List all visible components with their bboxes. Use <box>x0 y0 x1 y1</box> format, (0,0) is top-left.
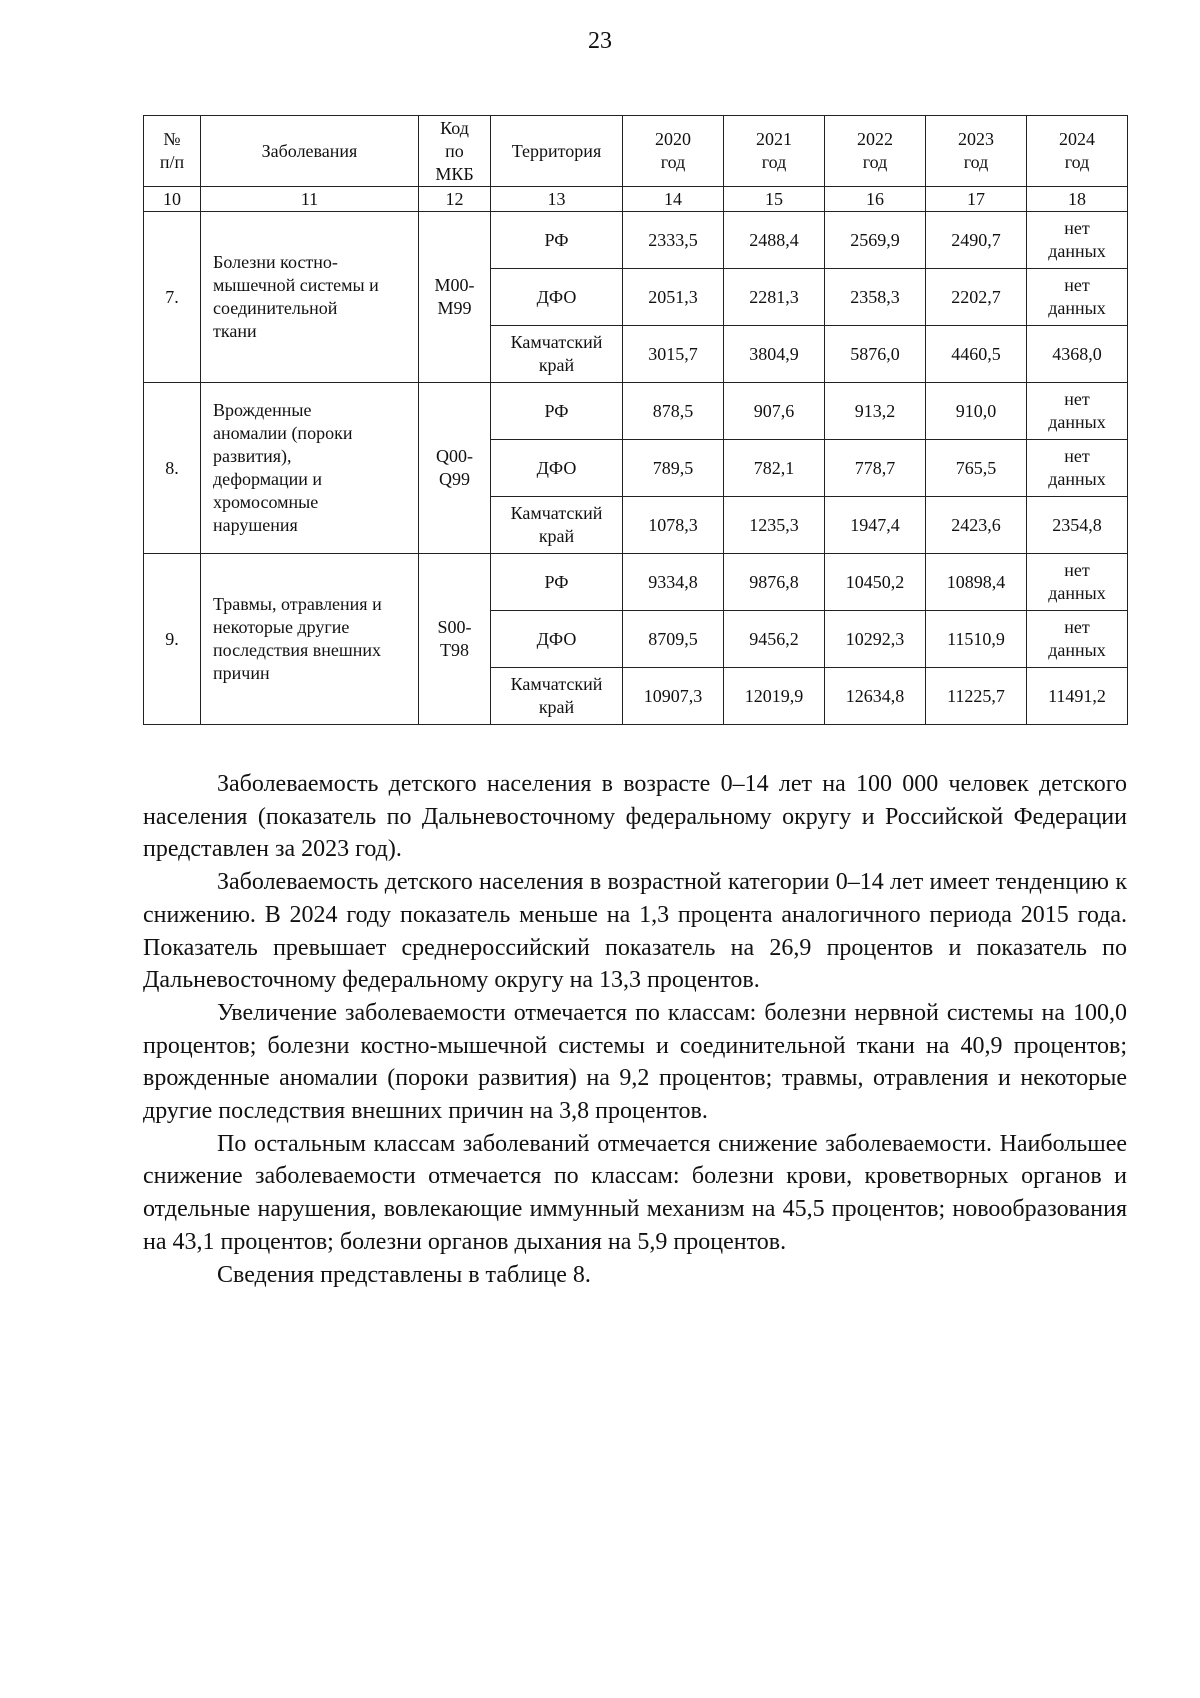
cell-text-line: 1235,3 <box>749 514 799 535</box>
cell-text-line: 5876,0 <box>850 343 900 364</box>
paragraph: Увеличение заболеваемости отмечается по классам: болезни нервной системы на 100,0 процентов; болезни костно-мышечной системы и соединительной ткани на 40,9 процентов; врожденные аномалии (пороки развития) на 9,2 процентов; травмы, отравления и некоторые другие последствия внешних причин на 3,8 процентов. <box>143 999 1127 1125</box>
cell-text-line: 8709,5 <box>648 628 698 649</box>
value-cell <box>1027 497 1128 554</box>
value-cell <box>825 383 926 440</box>
cell-text-line: 2333,5 <box>648 229 698 250</box>
cell-text-line: 2488,4 <box>749 229 799 250</box>
header-cell <box>825 116 926 187</box>
header-cell <box>1027 116 1128 187</box>
table-row <box>144 383 1128 440</box>
cell-text-line: Травмы, отравления и <box>213 594 382 614</box>
cell-text-line: Камчатский <box>510 674 603 694</box>
cell-text-line: 789,5 <box>652 457 694 478</box>
cell-text-line: данных <box>1048 640 1106 660</box>
value-cell <box>724 668 825 725</box>
cell-text-line: соединительной <box>213 298 338 318</box>
cell-text-line: некоторые другие <box>213 617 350 637</box>
value-cell <box>724 440 825 497</box>
value-cell <box>623 269 724 326</box>
cell-text-line: 2021 <box>756 129 792 149</box>
cell-text-line: 3804,9 <box>749 343 799 364</box>
territory-cell <box>491 269 623 326</box>
column-number-cell: 12 <box>419 187 491 212</box>
value-cell <box>1027 440 1128 497</box>
value-cell <box>724 326 825 383</box>
cell-text-line: 910,0 <box>955 400 997 421</box>
cell-text-line: ДФО <box>536 286 577 307</box>
value-cell <box>825 212 926 269</box>
territory-cell <box>491 383 623 440</box>
cell-text-line: 1947,4 <box>850 514 900 535</box>
cell-text-line: 3015,7 <box>648 343 698 364</box>
table-row <box>144 212 1128 269</box>
cell-text-line: данных <box>1048 583 1106 603</box>
cell-text-line: Заболевания <box>261 140 358 161</box>
cell-text-line: ДФО <box>536 628 577 649</box>
cell-text-line: 2354,8 <box>1052 514 1102 535</box>
value-cell <box>926 383 1027 440</box>
cell-text-line: 2202,7 <box>951 286 1001 307</box>
cell-text-line: 11510,9 <box>947 628 1005 649</box>
cell-text-line: S00- <box>437 617 472 637</box>
value-cell <box>623 497 724 554</box>
value-cell <box>825 611 926 668</box>
value-cell <box>926 497 1027 554</box>
table-header-row <box>144 116 1128 187</box>
cell-text-line: М99 <box>437 298 472 318</box>
territory-cell <box>491 611 623 668</box>
cell-text-line: нет <box>1064 275 1090 295</box>
row-number-cell: 7. <box>144 212 201 383</box>
cell-text-line: МКБ <box>435 163 474 184</box>
value-cell <box>926 212 1027 269</box>
paragraph: Сведения представлены в таблице 8. <box>217 1261 591 1288</box>
cell-text-line: 9876,8 <box>749 571 799 592</box>
cell-text-line: 10898,4 <box>946 571 1006 592</box>
row-number-cell: 8. <box>144 383 201 554</box>
cell-text-line: нет <box>1064 218 1090 238</box>
column-number-cell: 17 <box>926 187 1027 212</box>
value-cell <box>926 269 1027 326</box>
value-cell <box>724 269 825 326</box>
value-cell <box>825 668 926 725</box>
cell-text-line: развития), <box>213 446 292 466</box>
value-cell <box>825 269 926 326</box>
cell-text-line: Врожденные <box>213 400 312 420</box>
cell-text-line: Код <box>440 117 469 138</box>
cell-text-line: п/п <box>159 152 185 172</box>
cell-text-line: 765,5 <box>955 457 997 478</box>
cell-text-line: деформации и <box>213 469 323 489</box>
cell-text-line: последствия внешних <box>213 640 381 660</box>
column-number-cell: 15 <box>724 187 825 212</box>
value-cell <box>1027 269 1128 326</box>
paragraph: По остальным классам заболеваний отмечается снижение заболеваемости. Наибольшее снижение заболеваемости отмечается по классам: болезни крови, кроветворных органов и отдельные нарушения, вовлекающие иммунный механизм на 45,5 процентов; новообразования на 43,1 процентов; болезни органов дыхания на 5,9 процентов. <box>143 1130 1127 1255</box>
cell-text-line: аномалии (пороки <box>213 423 353 443</box>
cell-text-line: ткани <box>213 321 257 341</box>
cell-text-line: 778,7 <box>854 457 896 478</box>
cell-text-line: нет <box>1064 389 1090 409</box>
value-cell <box>1027 212 1128 269</box>
value-cell <box>825 326 926 383</box>
column-number-cell: 13 <box>491 187 623 212</box>
cell-text-line: 12634,8 <box>845 685 905 706</box>
value-cell <box>825 554 926 611</box>
cell-text-line: нет <box>1064 617 1090 637</box>
cell-text-line: Болезни костно- <box>213 252 338 272</box>
cell-text-line: 11491,2 <box>1048 685 1106 706</box>
cell-text-line: нарушения <box>213 515 298 535</box>
cell-text-line: данных <box>1048 469 1106 489</box>
territory-cell <box>491 212 623 269</box>
value-cell <box>724 611 825 668</box>
value-cell <box>1027 668 1128 725</box>
cell-text-line: по <box>445 140 464 161</box>
cell-text-line: Территория <box>511 140 602 161</box>
row-number-cell: 9. <box>144 554 201 725</box>
cell-text-line: край <box>538 355 575 375</box>
value-cell <box>1027 383 1128 440</box>
value-cell <box>724 554 825 611</box>
cell-text-line: 4460,5 <box>951 343 1001 364</box>
table-row <box>144 554 1128 611</box>
column-number-cell: 16 <box>825 187 926 212</box>
cell-text-line: Т98 <box>440 640 469 660</box>
morbidity-table <box>143 115 1128 725</box>
cell-text-line: причин <box>213 663 270 683</box>
value-cell <box>926 554 1027 611</box>
value-cell <box>926 440 1027 497</box>
value-cell <box>623 611 724 668</box>
value-cell <box>623 212 724 269</box>
column-number-cell: 18 <box>1027 187 1128 212</box>
cell-text-line: 12019,9 <box>744 685 804 706</box>
cell-text-line: 2358,3 <box>850 286 900 307</box>
cell-text-line: 1078,3 <box>648 514 698 535</box>
cell-text-line: 10907,3 <box>643 685 703 706</box>
cell-text-line: 2281,3 <box>749 286 799 307</box>
column-number-cell: 14 <box>623 187 724 212</box>
cell-text-line: Камчатский <box>510 332 603 352</box>
icd-code-cell <box>419 212 491 383</box>
cell-text-line: год <box>1064 152 1090 172</box>
cell-text-line: край <box>538 526 575 546</box>
cell-text-line: М00- <box>434 275 475 295</box>
cell-text-line: РФ <box>544 229 569 250</box>
header-cell <box>491 116 623 187</box>
paragraph: Заболеваемость детского населения в возрастной категории 0–14 лет имеет тенденцию к снижению. В 2024 году показатель меньше на 1,3 процента аналогичного периода 2015 года. Показатель превышает среднероссийский показатель на 26,9 процентов и показатель по Дальневосточному федеральному округу на 13,3 процентов. <box>143 869 1127 994</box>
value-cell <box>724 383 825 440</box>
header-cell <box>724 116 825 187</box>
cell-text-line: нет <box>1064 560 1090 580</box>
header-cell <box>144 116 201 187</box>
cell-text-line: 10292,3 <box>845 628 905 649</box>
cell-text-line: ДФО <box>536 457 577 478</box>
value-cell <box>724 497 825 554</box>
value-cell <box>825 497 926 554</box>
cell-text-line: 907,6 <box>753 400 795 421</box>
cell-text-line: данных <box>1048 412 1106 432</box>
territory-cell <box>491 554 623 611</box>
cell-text-line: РФ <box>544 400 569 421</box>
cell-text-line: Q00- <box>436 446 473 466</box>
disease-cell <box>201 383 419 554</box>
cell-text-line: 2022 <box>857 129 893 149</box>
header-cell <box>623 116 724 187</box>
value-cell <box>623 326 724 383</box>
value-cell <box>1027 326 1128 383</box>
column-number-cell: 11 <box>201 187 419 212</box>
value-cell <box>623 383 724 440</box>
cell-text-line: 11225,7 <box>947 685 1005 706</box>
value-cell <box>623 668 724 725</box>
value-cell <box>926 326 1027 383</box>
disease-cell <box>201 212 419 383</box>
cell-text-line: 2020 <box>655 129 691 149</box>
header-cell <box>201 116 419 187</box>
cell-text-line: мышечной системы и <box>213 275 379 295</box>
paragraph: Заболеваемость детского населения в возрасте 0–14 лет на 100 000 человек детского населения (показатель по Дальневосточному федеральному округу и Российской Федерации представлен за 2023 год). <box>143 771 1127 863</box>
cell-text-line: 2423,6 <box>951 514 1001 535</box>
value-cell <box>724 212 825 269</box>
column-number-row <box>144 187 1128 212</box>
cell-text-line: год <box>963 152 989 172</box>
header-cell <box>419 116 491 187</box>
cell-text-line: край <box>538 697 575 717</box>
value-cell <box>623 440 724 497</box>
territory-cell <box>491 668 623 725</box>
page-number: 23 <box>588 28 612 54</box>
cell-text-line: РФ <box>544 571 569 592</box>
cell-text-line: 878,5 <box>652 400 694 421</box>
cell-text-line: Камчатский <box>510 503 603 523</box>
value-cell <box>1027 554 1128 611</box>
cell-text-line: 2569,9 <box>850 229 900 250</box>
cell-text-line: 913,2 <box>854 400 896 421</box>
cell-text-line: 2490,7 <box>951 229 1001 250</box>
body-text <box>143 768 1127 1291</box>
header-cell <box>926 116 1027 187</box>
territory-cell <box>491 497 623 554</box>
cell-text-line: данных <box>1048 298 1106 318</box>
cell-text-line: 2023 <box>958 129 994 149</box>
cell-text-line: № <box>163 129 181 149</box>
value-cell <box>623 554 724 611</box>
cell-text-line: 9456,2 <box>749 628 799 649</box>
value-cell <box>926 668 1027 725</box>
territory-cell <box>491 326 623 383</box>
cell-text-line: год <box>761 152 787 172</box>
cell-text-line: хромосомные <box>213 492 319 512</box>
icd-code-cell <box>419 383 491 554</box>
cell-text-line: 2024 <box>1059 129 1095 149</box>
cell-text-line: год <box>862 152 888 172</box>
value-cell <box>926 611 1027 668</box>
disease-cell <box>201 554 419 725</box>
cell-text-line: 2051,3 <box>648 286 698 307</box>
value-cell <box>1027 611 1128 668</box>
cell-text-line: Q99 <box>439 469 470 489</box>
icd-code-cell <box>419 554 491 725</box>
cell-text-line: 10450,2 <box>845 571 905 592</box>
cell-text-line: данных <box>1048 241 1106 261</box>
column-number-cell: 10 <box>144 187 201 212</box>
territory-cell <box>491 440 623 497</box>
value-cell <box>825 440 926 497</box>
cell-text-line: нет <box>1064 446 1090 466</box>
cell-text-line: 4368,0 <box>1052 343 1102 364</box>
cell-text-line: 782,1 <box>753 457 795 478</box>
cell-text-line: год <box>660 152 686 172</box>
cell-text-line: 9334,8 <box>648 571 698 592</box>
